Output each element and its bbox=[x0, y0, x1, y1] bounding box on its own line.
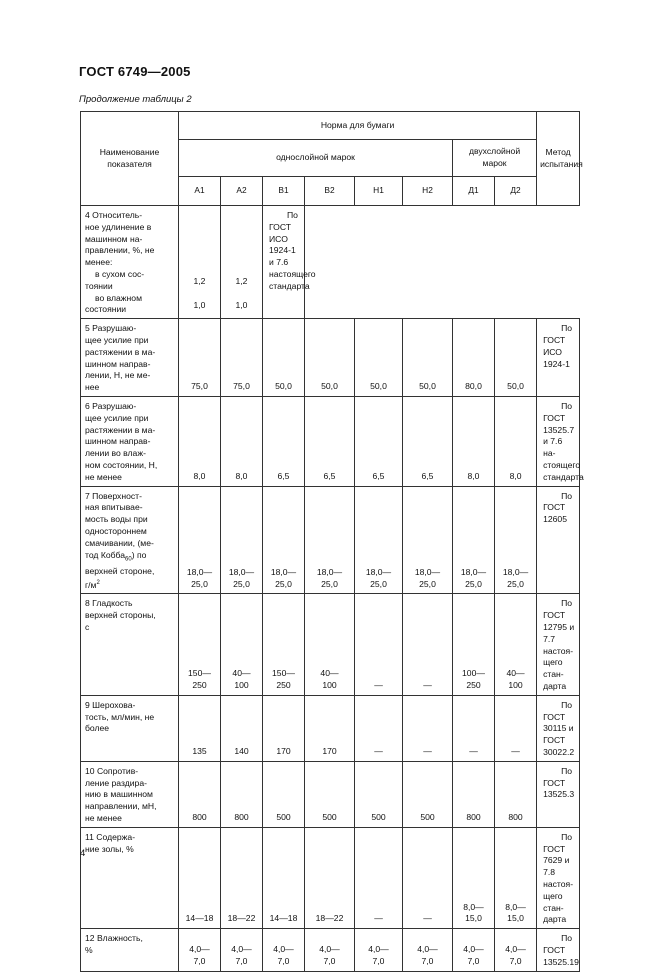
indicator-cell bbox=[81, 761, 179, 827]
value-cell: 6,5 bbox=[403, 396, 453, 486]
value-cell bbox=[179, 486, 221, 594]
value-line: 4,0— bbox=[319, 944, 340, 954]
method-line: 7.8 настоя- bbox=[543, 867, 574, 890]
indicator-line: $г/м^2$ bbox=[85, 579, 100, 590]
value-line: 4,0— bbox=[273, 944, 294, 954]
value-cell: 500 bbox=[263, 761, 305, 827]
value-line: 25,0 bbox=[370, 578, 387, 589]
method-line: По bbox=[561, 765, 573, 776]
method-line: По bbox=[561, 490, 573, 501]
method-line: 7.7 настоя- bbox=[543, 633, 574, 656]
value-cell: 8,0 bbox=[495, 396, 537, 486]
indicator-line: нию в машинном bbox=[85, 789, 153, 800]
value-cell bbox=[179, 206, 221, 319]
value-line: 8,0— bbox=[463, 901, 484, 912]
value-line: 4,0— bbox=[463, 944, 484, 954]
header-indicator-line: Наименование bbox=[99, 146, 160, 157]
value-cell: — bbox=[355, 695, 403, 761]
indicator-line: щее усилие при bbox=[85, 334, 149, 345]
method-cell bbox=[537, 319, 580, 397]
table-row bbox=[81, 319, 580, 397]
method-line: ГОСТ 13525.3 bbox=[543, 777, 575, 800]
indicator-line: ном состоянии, Н, bbox=[85, 459, 158, 470]
value-cell bbox=[263, 827, 305, 928]
method-line: По bbox=[561, 323, 573, 334]
header-single-layer: однослойной марок bbox=[179, 140, 453, 177]
value-cell: — bbox=[495, 695, 537, 761]
value-line: 150— bbox=[272, 668, 295, 679]
spec-table bbox=[80, 111, 584, 972]
grade-header: Н2 bbox=[403, 177, 453, 206]
value-cell bbox=[179, 929, 221, 971]
value-cell bbox=[221, 486, 263, 594]
grade-header: В2 bbox=[305, 177, 355, 206]
method-cell bbox=[537, 396, 584, 486]
method-cell bbox=[263, 206, 316, 319]
value-line: 40— bbox=[320, 668, 339, 679]
value-line: 14—18 bbox=[269, 913, 298, 924]
method-line: ГОСТ bbox=[543, 945, 566, 955]
value-cell bbox=[403, 486, 453, 594]
indicator-line: в сухом сос- bbox=[95, 268, 145, 279]
value-line: 7,0 bbox=[277, 955, 290, 966]
table-row bbox=[81, 695, 580, 761]
indicator-line: 12 Влажность, bbox=[85, 933, 143, 944]
grade-header: Д1 bbox=[453, 177, 495, 206]
value-cell: 170 bbox=[305, 695, 355, 761]
value-cell: 50,0 bbox=[263, 319, 305, 397]
value-line: 100 bbox=[508, 680, 523, 691]
value-line: 250 bbox=[466, 680, 481, 691]
method-cell bbox=[537, 486, 580, 594]
value-cell: 500 bbox=[305, 761, 355, 827]
value-cell: 6,5 bbox=[263, 396, 305, 486]
value-line: 18—22 bbox=[315, 913, 344, 924]
value-cell: 800 bbox=[221, 761, 263, 827]
indicator-line: состоянии bbox=[85, 304, 127, 315]
value-cell: 6,5 bbox=[305, 396, 355, 486]
table-caption: Продолжение таблицы 2 bbox=[79, 94, 192, 105]
indicator-cell bbox=[81, 319, 179, 397]
value-line: 18,0— bbox=[460, 566, 487, 577]
indicator-line: не менее bbox=[85, 813, 122, 824]
value-cell: 8,0 bbox=[221, 396, 263, 486]
value-line: 8,0— bbox=[505, 901, 526, 912]
value-cell bbox=[495, 929, 537, 971]
value-line: 7,0 bbox=[467, 955, 480, 966]
value-line: 14—18 bbox=[185, 913, 214, 924]
value-dry: 1,2 bbox=[235, 276, 248, 286]
value-cell bbox=[453, 486, 495, 594]
value-cell bbox=[355, 827, 403, 928]
method-line: По bbox=[561, 831, 573, 842]
method-line: По bbox=[561, 598, 573, 609]
method-line: ГОСТ ИСО bbox=[269, 221, 292, 244]
indicator-line: смачивании, (ме- bbox=[85, 537, 154, 548]
header-indicator bbox=[81, 112, 179, 206]
value-line: 18,0— bbox=[365, 566, 392, 577]
table-row bbox=[81, 827, 580, 928]
value-line: 100 bbox=[234, 680, 249, 691]
indicator-cell bbox=[81, 827, 179, 928]
method-cell bbox=[537, 695, 580, 761]
indicator-line: с bbox=[85, 622, 90, 633]
value-line: 15,0 bbox=[465, 913, 482, 924]
value-line: 250 bbox=[276, 680, 291, 691]
indicator-line: одностороннем bbox=[85, 525, 147, 536]
grade-header: Д2 bbox=[495, 177, 537, 206]
indicator-line: % bbox=[85, 945, 93, 955]
method-line: 1924-1 bbox=[543, 358, 570, 369]
value-cell: 800 bbox=[453, 761, 495, 827]
indicator-line: более bbox=[85, 723, 110, 734]
value-cell bbox=[179, 594, 221, 695]
method-line: ГОСТ 7629 и bbox=[543, 843, 570, 866]
value-line: 25,0 bbox=[233, 578, 250, 589]
indicator-line: 5 Разрушаю- bbox=[85, 323, 137, 334]
table-row bbox=[81, 486, 580, 594]
value-cell: 500 bbox=[403, 761, 453, 827]
method-line: По bbox=[287, 210, 298, 220]
indicator-line: верхней стороне, bbox=[85, 566, 155, 577]
value-line: 7,0 bbox=[235, 955, 248, 966]
value-cell bbox=[221, 594, 263, 695]
indicator-line: тоянии bbox=[85, 280, 113, 291]
value-cell: 6,5 bbox=[355, 396, 403, 486]
method-line: настоящего bbox=[269, 268, 316, 279]
value-cell bbox=[355, 929, 403, 971]
value-cell: — bbox=[453, 695, 495, 761]
indicator-cell bbox=[81, 695, 179, 761]
method-line: ГОСТ 13525.7 bbox=[543, 412, 575, 435]
indicator-line: мость воды при bbox=[85, 514, 148, 525]
value-line: 4,0— bbox=[368, 944, 389, 954]
value-wet: 1,0 bbox=[193, 300, 206, 310]
value-cell: 8,0 bbox=[453, 396, 495, 486]
value-cell: 50,0 bbox=[355, 319, 403, 397]
method-line: По bbox=[561, 699, 573, 710]
value-cell bbox=[403, 929, 453, 971]
indicator-line: во влажном bbox=[95, 292, 142, 303]
header-method-line: испытания bbox=[540, 158, 583, 169]
value-dry: 1,2 bbox=[193, 276, 206, 286]
indicator-line: 7 Поверхност- bbox=[85, 490, 142, 501]
indicator-line: 11 Содержа- bbox=[85, 831, 136, 842]
value-cell bbox=[221, 929, 263, 971]
method-line: дарта bbox=[543, 681, 567, 692]
value-cell: 75,0 bbox=[221, 319, 263, 397]
method-line: ГОСТ 12605 bbox=[543, 502, 567, 525]
header-double-line: двухслойной bbox=[468, 146, 521, 157]
header-double-line: марок bbox=[482, 158, 507, 168]
method-line: щего стан- bbox=[543, 657, 564, 680]
value-cell bbox=[263, 486, 305, 594]
document-title: ГОСТ 6749—2005 bbox=[79, 64, 191, 79]
value-line: — bbox=[423, 913, 432, 924]
value-line: 4,0— bbox=[505, 944, 526, 954]
value-cell: 50,0 bbox=[403, 319, 453, 397]
method-line: 13525.19 bbox=[543, 956, 579, 967]
indicator-line: ное удлинение в bbox=[85, 221, 152, 232]
value-wet: 1,0 bbox=[235, 300, 248, 310]
value-line: 25,0 bbox=[507, 578, 524, 589]
value-cell bbox=[263, 594, 305, 695]
value-cell bbox=[355, 594, 403, 695]
method-line: ГОСТ 30022.2 bbox=[543, 735, 575, 758]
table-body bbox=[81, 206, 584, 972]
header-norm-title: Норма для бумаги bbox=[179, 112, 537, 140]
indicator-cell bbox=[81, 929, 179, 971]
value-line: — bbox=[374, 913, 383, 924]
indicator-line: лении, Н, не ме- bbox=[85, 370, 151, 381]
header-method bbox=[537, 112, 583, 206]
value-line: 250 bbox=[192, 680, 207, 691]
indicator-cell bbox=[81, 486, 179, 594]
value-line: 25,0 bbox=[275, 578, 292, 589]
indicator-line: направлении, мН, bbox=[85, 801, 157, 812]
value-line: 25,0 bbox=[465, 578, 482, 589]
value-cell bbox=[495, 594, 537, 695]
indicator-line: 6 Разрушаю- bbox=[85, 400, 137, 411]
indicator-line: шинном направ- bbox=[85, 436, 151, 447]
value-line: 18,0— bbox=[414, 566, 441, 577]
value-cell: 800 bbox=[495, 761, 537, 827]
method-line: По bbox=[561, 400, 573, 411]
grade-header: Н1 bbox=[355, 177, 403, 206]
header-double-layer bbox=[453, 140, 537, 177]
value-cell bbox=[453, 827, 495, 928]
indicator-line: менее: bbox=[85, 257, 113, 268]
value-cell bbox=[403, 827, 453, 928]
value-line: 18,0— bbox=[270, 566, 297, 577]
value-cell: 135 bbox=[179, 695, 221, 761]
method-cell bbox=[537, 827, 580, 928]
indicator-line: лении во влаж- bbox=[85, 448, 146, 459]
indicator-line: тость, мл/мин, не bbox=[85, 711, 155, 722]
page-number: 4 bbox=[80, 848, 86, 859]
grade-header: А1 bbox=[179, 177, 221, 206]
indicator-line: 4 Относитель- bbox=[85, 210, 143, 220]
value-line: 7,0 bbox=[509, 955, 522, 966]
value-line: 100 bbox=[322, 680, 337, 691]
value-cell bbox=[495, 827, 537, 928]
value-cell bbox=[305, 486, 355, 594]
method-line: 1924-1 и 7.6 bbox=[269, 245, 296, 268]
value-line: 18,0— bbox=[502, 566, 529, 577]
method-cell bbox=[537, 929, 580, 971]
value-cell: 80,0 bbox=[453, 319, 495, 397]
value-cell: 50,0 bbox=[305, 319, 355, 397]
table-row bbox=[81, 761, 580, 827]
value-cell bbox=[305, 827, 355, 928]
indicator-cell bbox=[81, 594, 179, 695]
indicator-line: шинном направ- bbox=[85, 358, 151, 369]
value-line: 7,0 bbox=[372, 955, 385, 966]
method-line: ГОСТ ИСО bbox=[543, 334, 566, 357]
grade-header: В1 bbox=[263, 177, 305, 206]
indicator-line: не менее bbox=[85, 471, 122, 482]
method-line: По bbox=[561, 933, 573, 944]
indicator-line: тод Кобба$_{60}$) по bbox=[85, 549, 147, 563]
value-line: 25,0 bbox=[191, 578, 208, 589]
value-line: 25,0 bbox=[321, 578, 338, 589]
value-line: — bbox=[423, 680, 432, 691]
value-line: 18,0— bbox=[228, 566, 255, 577]
indicator-line: машинном на- bbox=[85, 233, 143, 244]
value-cell: 800 bbox=[179, 761, 221, 827]
method-cell bbox=[537, 761, 580, 827]
value-line: 4,0— bbox=[417, 944, 438, 954]
value-cell bbox=[355, 486, 403, 594]
method-line: ГОСТ 12795 и bbox=[543, 610, 575, 633]
indicator-line: ление раздира- bbox=[85, 777, 147, 788]
indicator-line: верхней стороны, bbox=[85, 610, 156, 621]
indicator-line: правлении, %, не bbox=[85, 245, 155, 256]
indicator-line: щее усилие при bbox=[85, 412, 149, 423]
table-row bbox=[81, 396, 580, 486]
grade-header: А2 bbox=[221, 177, 263, 206]
method-line: стандарта bbox=[543, 471, 584, 482]
indicator-line: ная впитывае- bbox=[85, 502, 143, 513]
value-line: 4,0— bbox=[189, 944, 210, 954]
indicator-line: 9 Шерохова- bbox=[85, 699, 136, 710]
header-method-line: Метод bbox=[545, 146, 571, 157]
value-cell bbox=[263, 929, 305, 971]
value-cell bbox=[403, 594, 453, 695]
table-row bbox=[81, 206, 580, 319]
indicator-line: растяжении в ма- bbox=[85, 424, 156, 435]
value-line: 7,0 bbox=[193, 955, 206, 966]
indicator-line: 10 Сопротив- bbox=[85, 765, 139, 776]
value-line: 25,0 bbox=[419, 578, 436, 589]
value-line: — bbox=[374, 680, 383, 691]
method-line: и 7.6 на- bbox=[543, 436, 563, 459]
value-cell: — bbox=[403, 695, 453, 761]
method-line: стоящего bbox=[543, 459, 581, 470]
value-line: 40— bbox=[232, 668, 251, 679]
value-line: 18,0— bbox=[316, 566, 343, 577]
method-line: ГОСТ 30115 и bbox=[543, 711, 574, 734]
value-cell bbox=[453, 929, 495, 971]
value-cell bbox=[221, 206, 263, 319]
value-line: 15,0 bbox=[507, 913, 524, 924]
value-line: 4,0— bbox=[231, 944, 252, 954]
value-cell bbox=[221, 827, 263, 928]
value-line: 7,0 bbox=[421, 955, 434, 966]
method-line: щего стан- bbox=[543, 890, 564, 913]
value-line: 150— bbox=[188, 668, 211, 679]
value-cell bbox=[495, 486, 537, 594]
value-cell bbox=[179, 827, 221, 928]
indicator-line: ние золы, % bbox=[85, 843, 134, 854]
indicator-cell bbox=[81, 396, 179, 486]
table-row bbox=[81, 929, 580, 971]
value-cell: 500 bbox=[355, 761, 403, 827]
value-line: 40— bbox=[506, 668, 525, 679]
value-cell bbox=[305, 929, 355, 971]
value-cell: 8,0 bbox=[179, 396, 221, 486]
value-line: 18,0— bbox=[186, 566, 213, 577]
value-line: 18—22 bbox=[227, 913, 256, 924]
header-indicator-line: показателя bbox=[107, 158, 152, 169]
method-line: стандарта bbox=[269, 280, 310, 291]
method-line: дарта bbox=[543, 914, 567, 925]
value-cell: 140 bbox=[221, 695, 263, 761]
table-row bbox=[81, 594, 580, 695]
indicator-line: растяжении в ма- bbox=[85, 346, 156, 357]
indicator-cell bbox=[81, 206, 179, 319]
value-cell bbox=[305, 594, 355, 695]
value-cell: 50,0 bbox=[495, 319, 537, 397]
value-cell bbox=[453, 594, 495, 695]
indicator-line: 8 Гладкость bbox=[85, 598, 133, 609]
method-cell bbox=[537, 594, 580, 695]
value-cell: 170 bbox=[263, 695, 305, 761]
value-cell: 75,0 bbox=[179, 319, 221, 397]
value-line: 100— bbox=[462, 668, 485, 679]
indicator-line: нее bbox=[85, 382, 100, 393]
value-line: 7,0 bbox=[323, 955, 336, 966]
